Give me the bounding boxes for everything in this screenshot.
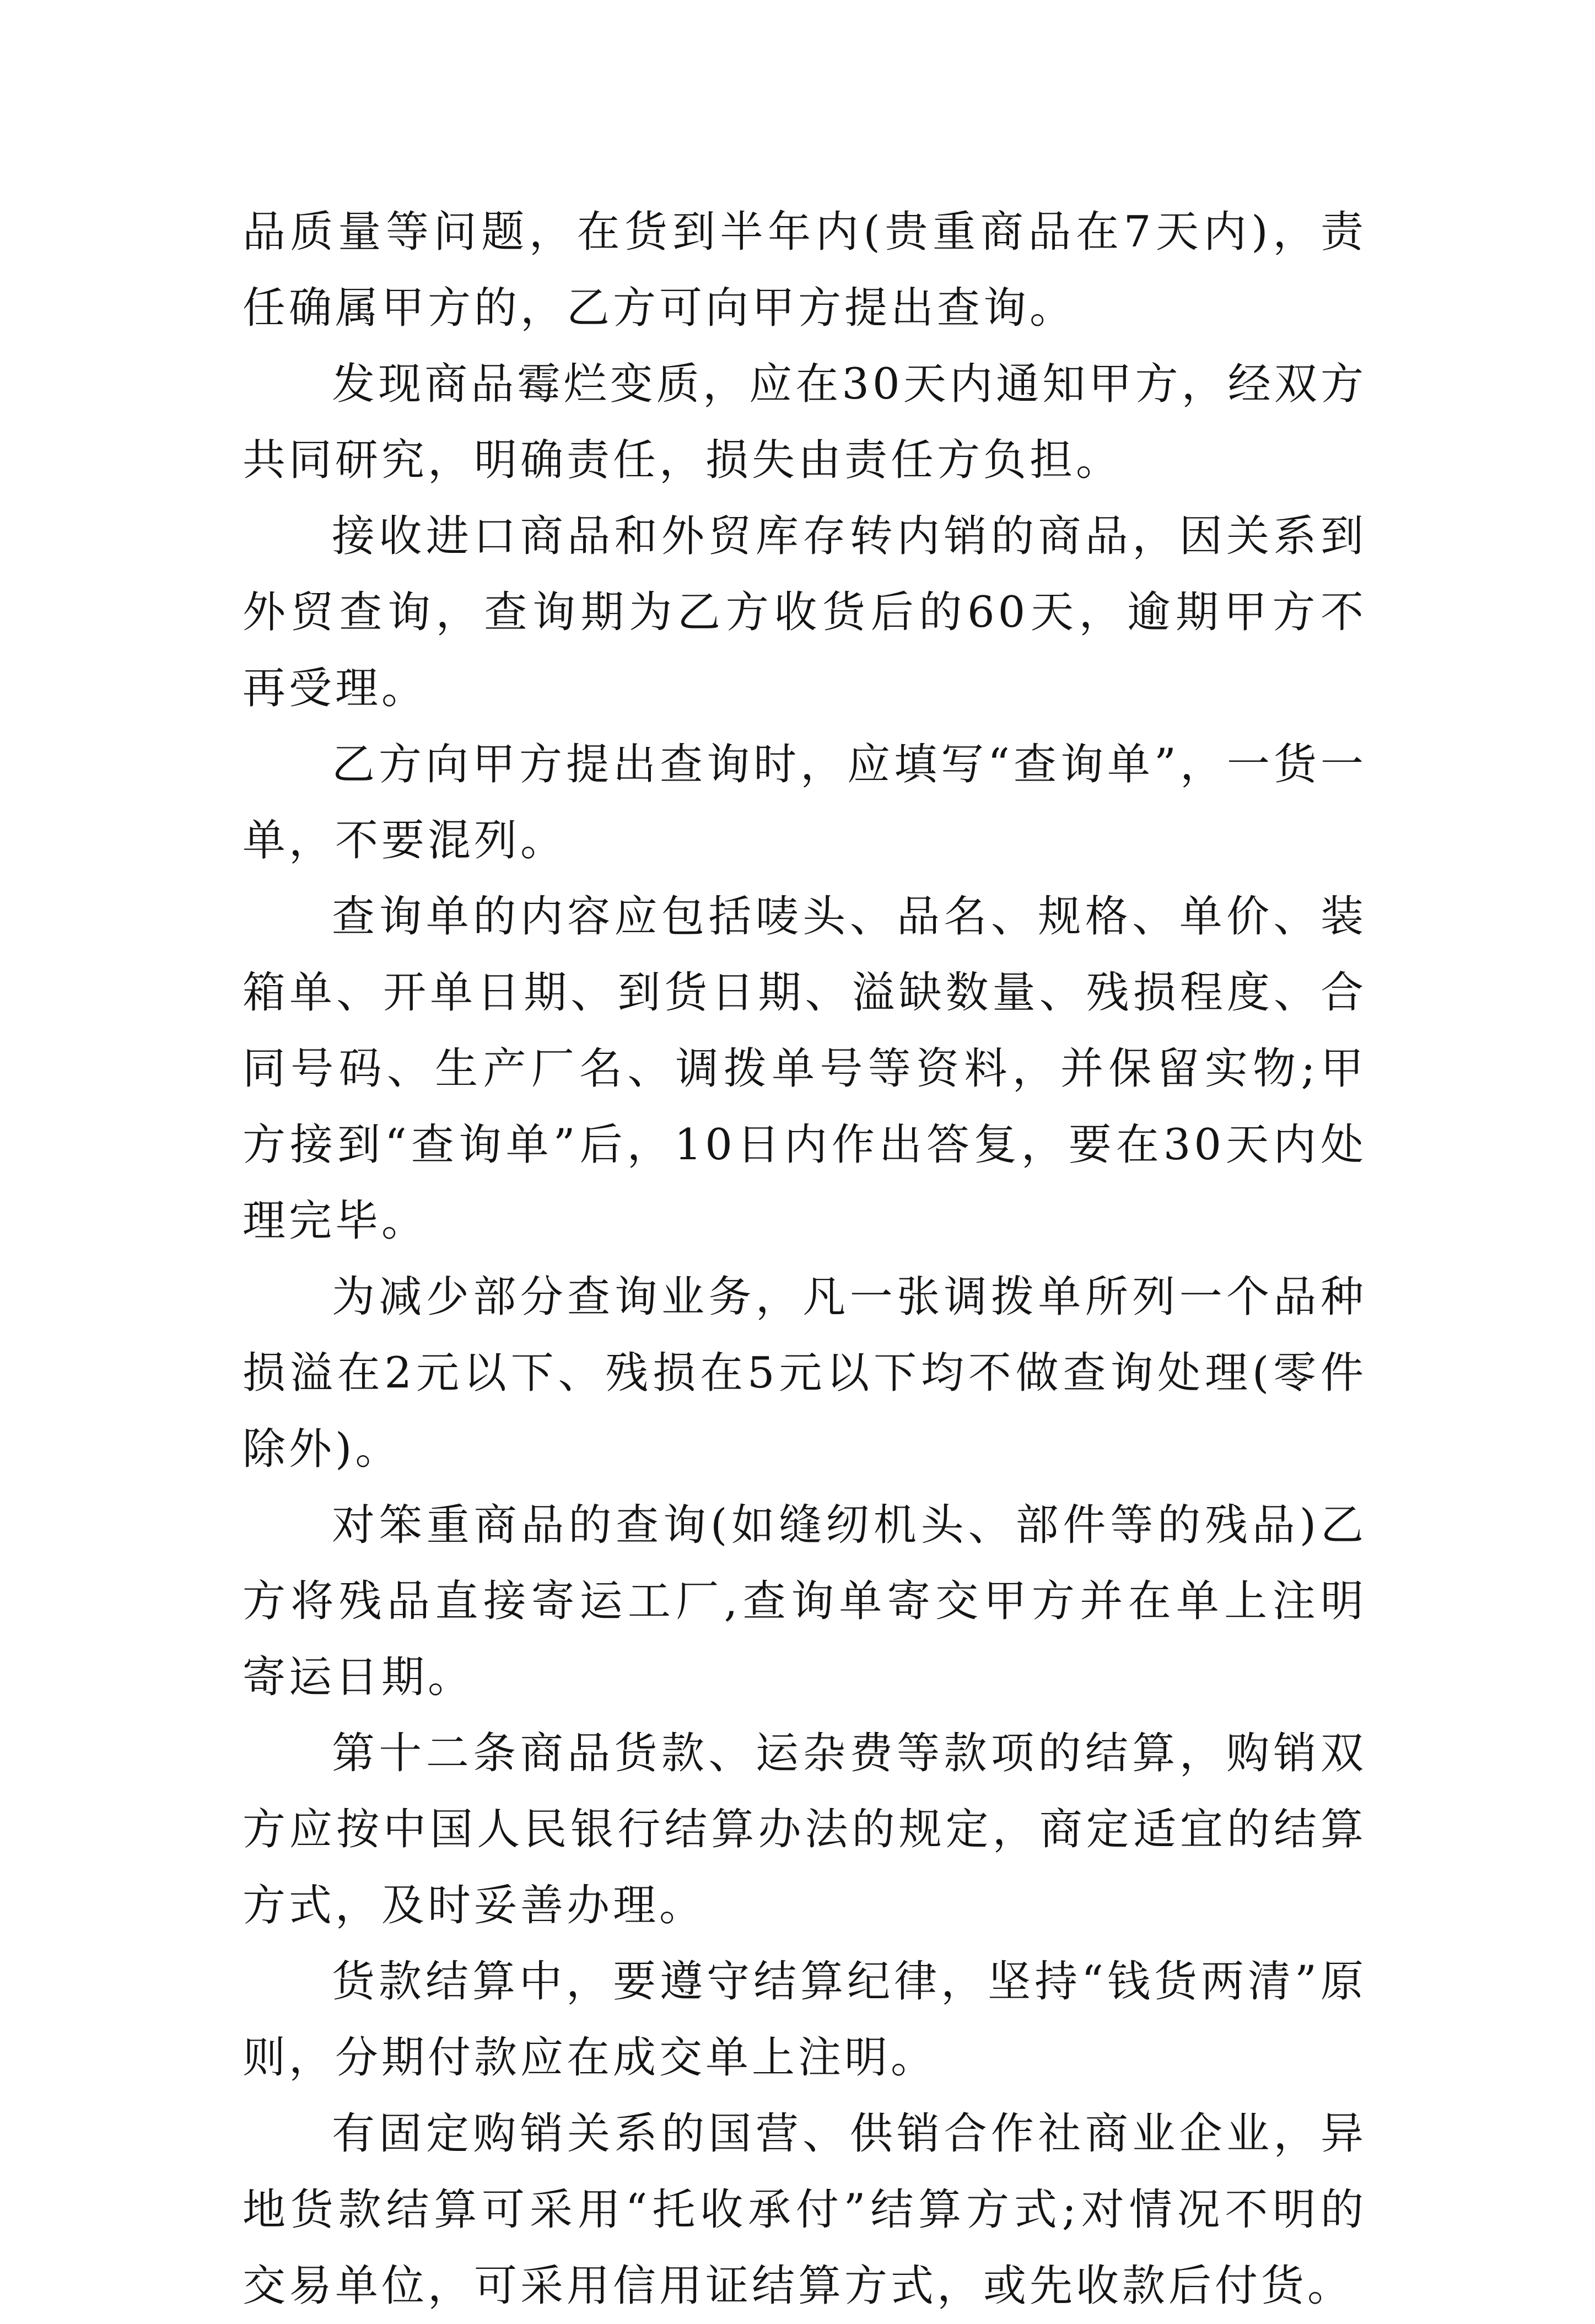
paragraph: 接收进口商品和外贸库存转内销的商品，因关系到外贸查询，查询期为乙方收货后的60天，逾期甲方不再受理。 [243,512,1367,713]
paragraph: 有固定购销关系的国营、供销合作社商业企业，异地货款结算可采用“托收承付”结算方式;对情况不明的交易单位，可采用信用证结算方式，或先收款后付货。 [243,2109,1367,2311]
paragraph: 品质量等问题，在货到半年内(贵重商品在7天内)，责任确属甲方的，乙方可向甲方提出查询。 [243,207,1367,333]
paragraph: 查询单的内容应包括唛头、品名、规格、单价、装箱单、开单日期、到货日期、溢缺数量、残损程度、合同号码、生产厂名、调拨单号等资料，并保留实物;甲方接到“查询单”后，10日内作出答复，要在30天内处理完毕。 [243,892,1367,1246]
paragraph: 乙方向甲方提出查询时，应填写“查询单”，一货一单，不要混列。 [243,740,1367,865]
paragraph: 货款结算中，要遵守结算纪律，坚持“钱货两清”原则，分期付款应在成交单上注明。 [243,1957,1367,2083]
document-body [243,194,1367,2324]
paragraph: 第十二条商品货款、运杂费等款项的结算，购销双方应按中国人民银行结算办法的规定，商定适宜的结算方式，及时妥善办理。 [243,1729,1367,1930]
paragraph: 为减少部分查询业务，凡一张调拨单所列一个品种损溢在2元以下、残损在5元以下均不做查询处理(零件除外)。 [243,1272,1367,1474]
paragraph: 发现商品霉烂变质，应在30天内通知甲方，经双方共同研究，明确责任，损失由责任方负担。 [243,359,1367,485]
paragraph: 对笨重商品的查询(如缝纫机头、部件等的残品)乙方将残品直接寄运工厂,查询单寄交甲方并在单上注明寄运日期。 [243,1500,1367,1702]
